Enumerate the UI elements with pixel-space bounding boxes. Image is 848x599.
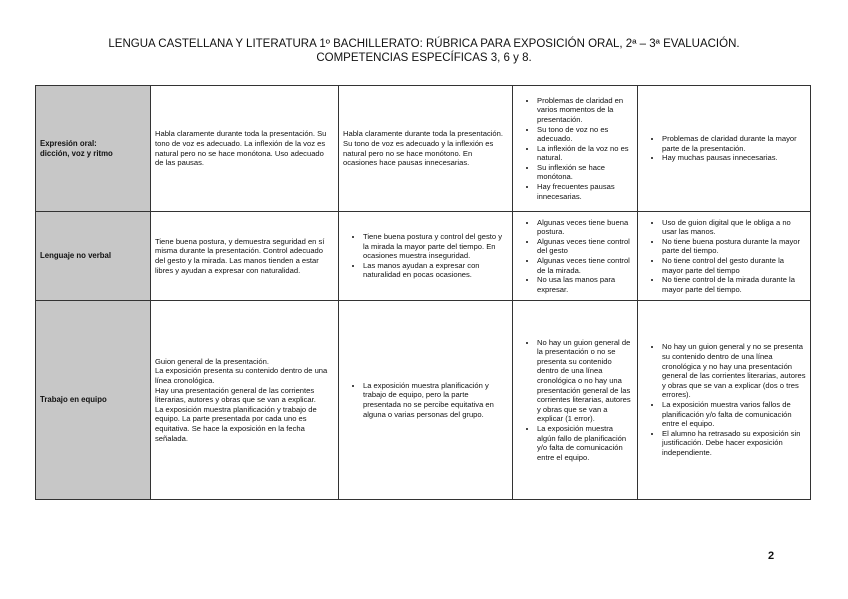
cell-line: La exposición muestra planificación y trabajo de equipo. La parte presentada por cada uno es equitativa. Se hace la exposición en la fecha señalada.	[155, 404, 317, 443]
list-item: • Tiene buena postura y control del gesto y la mirada la mayor parte del tiempo. En ocasiones muestra inseguridad.	[363, 232, 508, 261]
rubric-cell: Habla claramente durante toda la presentación. Su tono de voz es adecuado y la inflexión es natural pero no se hace monótono. En ocasiones hace pausas innecesarias.	[339, 86, 513, 212]
list-item: • El alumno ha retrasado su exposición sin justificación. Debe hacer exposición independiente.	[662, 429, 806, 458]
list-item: • No usa las manos para expresar.	[537, 275, 633, 294]
rubric-cell	[151, 301, 339, 500]
list-item: • Su tono de voz no es adecuado.	[537, 125, 633, 144]
page-number: 2	[768, 550, 775, 562]
list-item: • La exposición muestra varios fallos de planificación y/o falta de comunicación entre el equipo.	[662, 400, 806, 429]
list-item: • No tiene control del gesto durante la mayor parte del tiempo	[662, 256, 806, 275]
list-item: • Algunas veces tiene buena postura.	[537, 218, 633, 237]
list-item: • Problemas de claridad en varios momentos de la presentación.	[537, 96, 633, 125]
bullet-list	[642, 218, 806, 295]
list-item: • Algunas veces tiene control de la mirada.	[537, 256, 633, 275]
rubric-cell	[339, 301, 513, 500]
list-item: • Hay muchas pausas innecesarias.	[662, 153, 806, 163]
row-heading	[36, 86, 151, 212]
table-row	[36, 86, 811, 212]
row-heading-line: Expresión oral:	[40, 138, 97, 148]
rubric-cell	[513, 86, 638, 212]
bullet-list	[343, 232, 508, 280]
rubric-cell	[638, 212, 811, 301]
list-item: • No tiene buena postura durante la mayor parte del tiempo.	[662, 237, 806, 256]
list-item: • Algunas veces tiene control del gesto	[537, 237, 633, 256]
cell-line: Guion general de la presentación.	[155, 356, 269, 366]
row-heading: Lenguaje no verbal	[36, 212, 151, 301]
rubric-cell	[638, 86, 811, 212]
list-item: • La exposición muestra algún fallo de planificación y/o falta de comunicación entre el equipo.	[537, 424, 633, 462]
rubric-cell	[638, 301, 811, 500]
list-item: • Problemas de claridad durante la mayor parte de la presentación.	[662, 134, 806, 153]
table-row	[36, 301, 811, 500]
table-row	[36, 212, 811, 301]
list-item: • Uso de guion digital que le obliga a no usar las manos.	[662, 218, 806, 237]
bullet-list	[517, 338, 633, 463]
document-title	[0, 37, 848, 65]
bullet-list	[642, 342, 806, 457]
rubric-table	[35, 85, 811, 500]
rubric-cell	[339, 212, 513, 301]
cell-line: Hay una presentación general de las corrientes literarias, autores y obras que se van a explicar.	[155, 385, 316, 405]
list-item: • No hay un guion general de la presentación o no se presenta su contenido dentro de una línea cronológica o no hay una presentación general de las corrientes literarias, autores y obras que se van a explicar (1 error).	[537, 338, 633, 424]
row-heading: Trabajo en equipo	[36, 301, 151, 500]
rubric-cell: Habla claramente durante toda la presentación. Su tono de voz es adecuado. La inflexión de la voz es natural pero no se hace monótona. Uso adecuado de las pausas.	[151, 86, 339, 212]
rubric-cell	[513, 301, 638, 500]
list-item: • Hay frecuentes pausas innecesarias.	[537, 182, 633, 201]
list-item: • La exposición muestra planificación y trabajo de equipo, pero la parte presentada no se percibe equitativa en alguna o varias personas del grupo.	[363, 381, 508, 419]
cell-line: La exposición presenta su contenido dentro de una línea cronológica.	[155, 366, 328, 386]
bullet-list	[343, 381, 508, 419]
list-item: • Su inflexión se hace monótona.	[537, 163, 633, 182]
bullet-list	[642, 134, 806, 163]
title-line-2: COMPETENCIAS ESPECÍFICAS 3, 6 y 8.	[316, 52, 532, 64]
list-item: • No tiene control de la mirada durante la mayor parte del tiempo.	[662, 275, 806, 294]
title-line-1: LENGUA CASTELLANA Y LITERATURA 1º BACHILLERATO: RÚBRICA PARA EXPOSICIÓN ORAL, 2ª – 3ª EVALUACIÓN.	[108, 38, 740, 50]
rubric-cell	[513, 212, 638, 301]
row-heading-line: dicción, voz y ritmo	[40, 148, 113, 158]
list-item: • Las manos ayudan a expresar con naturalidad en pocas ocasiones.	[363, 261, 508, 280]
rubric-cell: Tiene buena postura, y demuestra seguridad en sí misma durante la presentación. Control adecuado del gesto y la mirada. Las manos tienden a estar libres y ayudan a expresar con naturalidad.	[151, 212, 339, 301]
list-item: • La inflexión de la voz no es natural.	[537, 144, 633, 163]
bullet-list	[517, 96, 633, 202]
bullet-list	[517, 218, 633, 295]
list-item: • No hay un guion general y no se presenta su contenido dentro de una línea cronológica y no hay una presentación general de las corrientes literarias, autores y obras que se van a explicar (dos o tres errores).	[662, 342, 806, 400]
